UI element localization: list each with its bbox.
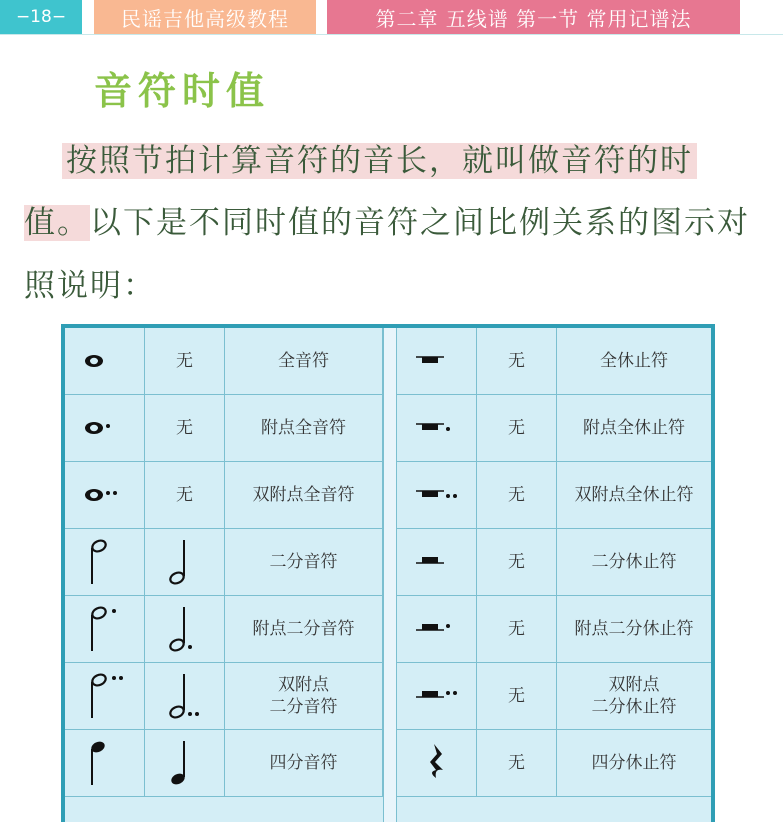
note-name-cell (225, 596, 383, 663)
double-dotted-whole-rest-icon (412, 485, 462, 505)
page-number: −18− (0, 0, 82, 34)
no-symbol-label: 无 (508, 418, 525, 438)
chapter-title: 第二章 五线谱 第一节 常用记谱法 (327, 0, 740, 34)
rest-symbol-cell (397, 596, 477, 663)
note-name-cell (225, 663, 383, 730)
no-symbol-label: 无 (508, 552, 525, 572)
dotted-half-note-stem-up-icon (82, 601, 128, 657)
no-symbol-label: 无 (508, 619, 525, 639)
paragraph-line-3: 照说明： (24, 268, 156, 304)
table-row (65, 730, 711, 797)
double-dotted-half-rest-icon (412, 686, 462, 706)
half-note-stem-down-icon (162, 534, 208, 590)
note-value-table (61, 324, 715, 822)
note-symbol-cell (65, 328, 145, 395)
table-row (65, 395, 711, 462)
note-name-label: 双附点 二分休止符 (591, 675, 677, 717)
note-name-cell (225, 529, 383, 596)
paragraph-line-2 (24, 203, 750, 243)
highlighted-text: 按照节拍计算音符的音长，就叫做音符的时 (62, 143, 697, 179)
rest-alt-symbol-cell (477, 462, 557, 529)
half-note-stem-up-icon (82, 534, 128, 590)
note-symbol-cell (65, 663, 145, 730)
no-symbol-label: 无 (508, 753, 525, 773)
rest-alt-symbol-cell (477, 529, 557, 596)
quarter-note-stem-down-icon (162, 735, 208, 791)
note-name-label: 附点二分休止符 (574, 619, 694, 639)
rest-alt-symbol-cell (477, 730, 557, 797)
rest-alt-symbol-cell (477, 663, 557, 730)
rest-name-cell (557, 328, 711, 395)
half-rest-icon (412, 552, 462, 572)
quarter-rest-icon (422, 740, 452, 786)
no-symbol-label: 无 (508, 686, 525, 706)
no-symbol-label: 无 (176, 418, 193, 438)
note-name-label: 二分音符 (269, 552, 338, 572)
no-symbol-label: 无 (508, 485, 525, 505)
table-row (65, 462, 711, 529)
rest-alt-symbol-cell (477, 596, 557, 663)
paragraph-text: 以下是不同时值的音符之间比例关系的图示对 (90, 205, 750, 241)
note-name-label: 二分休止符 (591, 552, 677, 572)
note-symbol-cell (65, 730, 145, 797)
paragraph-line-1 (62, 141, 697, 181)
header-divider (0, 34, 783, 35)
dotted-half-note-stem-down-icon (162, 601, 208, 657)
whole-rest-icon (412, 351, 462, 371)
rest-symbol-cell (397, 462, 477, 529)
rest-symbol-cell (397, 395, 477, 462)
rest-name-cell (557, 462, 711, 529)
note-alt-symbol-cell (145, 395, 225, 462)
note-name-cell (225, 462, 383, 529)
rest-name-cell (557, 596, 711, 663)
book-title: 民谣吉他高级教程 (94, 0, 316, 34)
note-alt-symbol-cell (145, 462, 225, 529)
dotted-half-rest-icon (412, 619, 462, 639)
note-symbol-cell (65, 529, 145, 596)
table-row (65, 663, 711, 730)
note-name-cell (225, 395, 383, 462)
note-name-cell (225, 730, 383, 797)
rest-name-cell (557, 663, 711, 730)
note-alt-symbol-cell (145, 328, 225, 395)
note-alt-symbol-cell (145, 730, 225, 797)
double-dotted-half-note-stem-down-icon (162, 668, 208, 724)
rest-symbol-cell (397, 529, 477, 596)
note-name-label: 附点全休止符 (583, 418, 685, 438)
note-alt-symbol-cell (145, 596, 225, 663)
note-name-label: 附点全音符 (261, 418, 346, 438)
rest-symbol-cell (397, 328, 477, 395)
dotted-whole-note-icon (80, 413, 130, 443)
rest-symbol-cell (397, 663, 477, 730)
double-dotted-whole-note-icon (80, 480, 130, 510)
rest-alt-symbol-cell (477, 395, 557, 462)
note-name-label: 全休止符 (600, 351, 668, 371)
double-dotted-half-note-stem-up-icon (82, 668, 128, 724)
note-symbol-cell (65, 596, 145, 663)
dotted-whole-rest-icon (412, 418, 462, 438)
rest-name-cell (557, 529, 711, 596)
note-name-label: 双附点 二分音符 (269, 675, 338, 717)
note-symbol-cell (65, 395, 145, 462)
rest-name-cell (557, 730, 711, 797)
quarter-note-stem-up-icon (82, 735, 128, 791)
table-row (65, 596, 711, 663)
no-symbol-label: 无 (176, 485, 193, 505)
no-symbol-label: 无 (508, 351, 525, 371)
rest-symbol-cell (397, 730, 477, 797)
note-alt-symbol-cell (145, 663, 225, 730)
note-alt-symbol-cell (145, 529, 225, 596)
rest-alt-symbol-cell (477, 328, 557, 395)
table-row (65, 529, 711, 596)
highlighted-text: 值。 (24, 205, 90, 241)
note-name-label: 双附点全音符 (252, 485, 355, 505)
section-title: 音符时值 (94, 68, 271, 113)
note-name-cell (225, 328, 383, 395)
note-name-label: 四分休止符 (591, 753, 677, 773)
note-name-label: 附点二分音符 (252, 619, 355, 639)
note-symbol-cell (65, 462, 145, 529)
note-name-label: 双附点全休止符 (574, 485, 694, 505)
no-symbol-label: 无 (176, 351, 193, 371)
note-name-label: 四分音符 (269, 753, 338, 773)
table-row (65, 328, 711, 395)
note-name-label: 全音符 (278, 351, 329, 371)
rest-name-cell (557, 395, 711, 462)
whole-note-icon (80, 346, 130, 376)
